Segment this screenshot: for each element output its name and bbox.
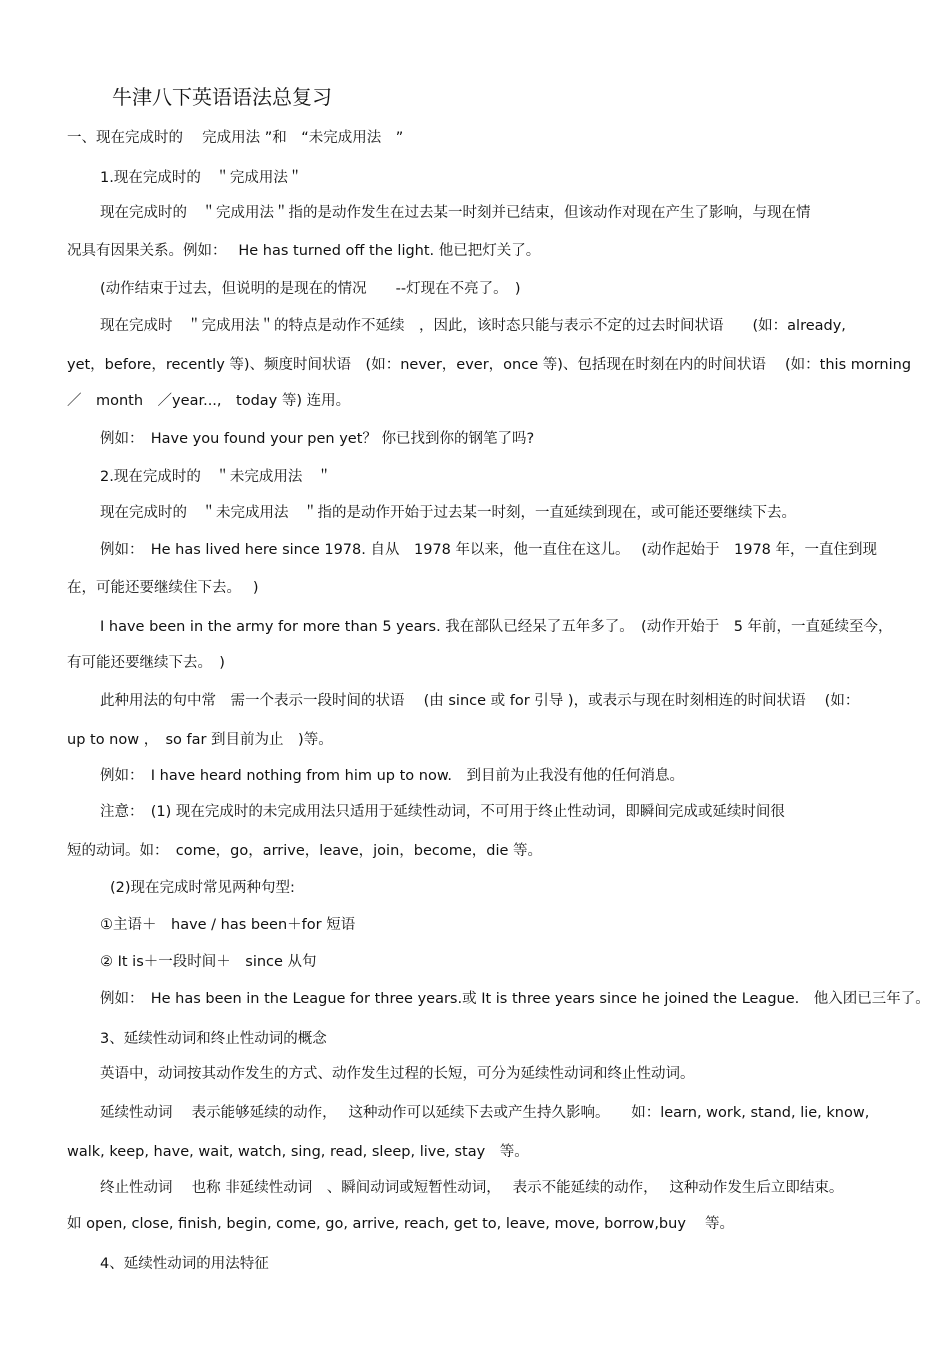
section-heading-4: 4、延续性动词的用法特征 <box>100 1256 269 1272</box>
paragraph-line: ／ month ／year..., today 等) 连用。 <box>67 393 351 409</box>
paragraph-line: yet，before，recently 等)、频度时间状语 (如：never，ever，once 等)、包括现在时刻在内的时间状语 (如：this morning <box>67 357 912 373</box>
example-line: 例如： Have you found your pen yet？ 你已找到你的钢笔了吗? <box>100 431 535 447</box>
example-line: I have been in the army for more than 5 years. 我在部队已经呆了五年多了。 (动作开始于 5 年前，一直延续至今， <box>100 619 893 635</box>
paragraph-line: 延续性动词 表示能够延续的动作， 这种动作可以延续下去或产生持久影响。 如：learn, work, stand, lie, know, <box>100 1105 870 1121</box>
document-title: 牛津八下英语语法总复习 <box>112 85 332 109</box>
subheading-1: 1.现在完成时的 ＂完成用法＂ <box>100 170 303 186</box>
example-line: 例如： He has been in the League for three years.或 It is three years since he joined the League. 他入团已三年了。 <box>100 991 930 1007</box>
paragraph-line: 现在完成时的 ＂完成用法＂指的是动作发生在过去某一时刻并已结束，但该动作对现在产生了影响，与现在情 <box>100 205 811 221</box>
pattern-line: ② It is＋一段时间＋ since 从句 <box>100 954 317 970</box>
note-line: 短的动词。如： come，go，arrive，leave，join，become，die 等。 <box>67 843 543 859</box>
paragraph-line: 终止性动词 也称 非延续性动词 、瞬间动词或短暂性动词， 表示不能延续的动作， 这种动作发生后立即结束。 <box>100 1180 844 1196</box>
section-heading-3: 3、延续性动词和终止性动词的概念 <box>100 1031 327 1047</box>
paragraph-line: 如 open, close, finish, begin, come, go, arrive, reach, get to, leave, move, borrow,buy 等。 <box>67 1216 735 1232</box>
paragraph-line: walk, keep, have, wait, watch, sing, read, sleep, live, stay 等。 <box>67 1144 529 1160</box>
paragraph-line: 英语中，动词按其动作发生的方式、动作发生过程的长短，可分为延续性动词和终止性动词。 <box>100 1066 695 1082</box>
section-heading-1: 一、现在完成时的 完成用法 ”和 “未完成用法 ” <box>67 130 404 146</box>
paragraph-line: (动作结束于过去，但说明的是现在的情况 --灯现在不亮了。 ) <box>100 281 521 297</box>
note-line: (2)现在完成时常见两种句型: <box>110 880 295 896</box>
paragraph-line: 现在完成时 ＂完成用法＂的特点是动作不延续 ，因此，该时态只能与表示不定的过去时间状语 (如：already, <box>100 318 846 334</box>
paragraph-line: 在，可能还要继续住下去。 ) <box>67 580 259 596</box>
paragraph-line: up to now ， so far 到目前为止 )等。 <box>67 732 333 748</box>
example-line: 例如： I have heard nothing from him up to now. 到目前为止我没有他的任何消息。 <box>100 768 684 784</box>
subheading-2: 2.现在完成时的 ＂未完成用法 ＂ <box>100 469 332 485</box>
paragraph-line: 现在完成时的 ＂未完成用法 ＂指的是动作开始于过去某一时刻，一直延续到现在，或可能还要继续下去。 <box>100 505 796 521</box>
paragraph-line: 况具有因果关系。例如： He has turned off the light. 他已把灯关了。 <box>67 243 541 259</box>
example-line: 例如： He has lived here since 1978. 自从 1978 年以来，他一直住在这儿。 (动作起始于 1978 年，一直住到现 <box>100 542 878 558</box>
pattern-line: ①主语＋ have / has been＋for 短语 <box>100 917 356 933</box>
note-line: 注意： (1) 现在完成时的未完成用法只适用于延续性动词，不可用于终止性动词，即瞬间完成或延续时间很 <box>100 804 785 820</box>
paragraph-line: 此种用法的句中常 需一个表示一段时间的状语 (由 since 或 for 引导 )，或表示与现在时刻相连的时间状语 (如： <box>100 693 860 709</box>
paragraph-line: 有可能还要继续下去。 ) <box>67 655 225 671</box>
